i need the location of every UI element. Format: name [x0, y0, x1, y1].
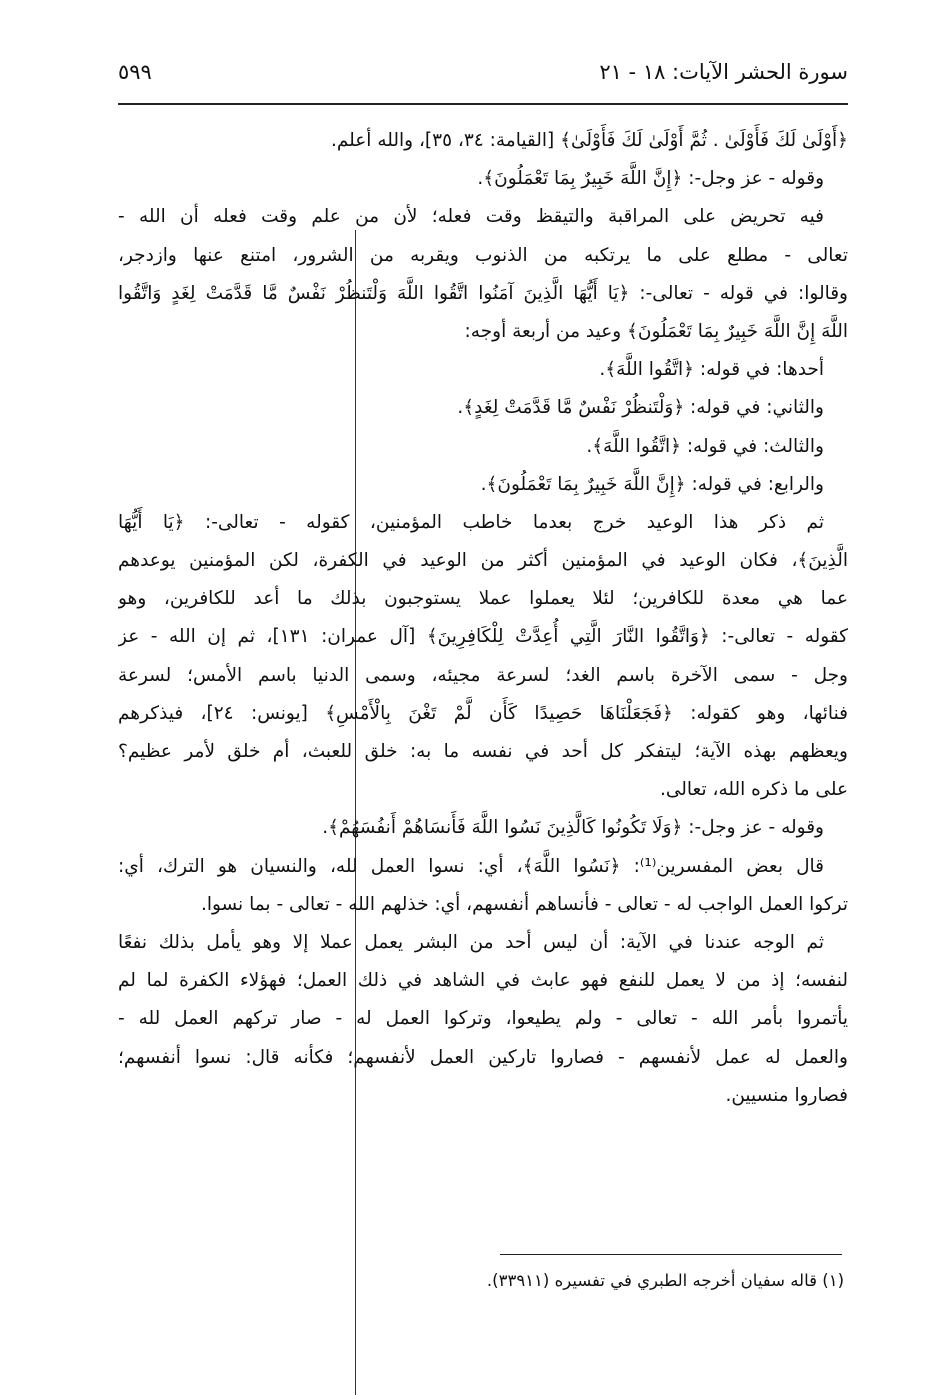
- footnote-text: (١) قاله سفيان أخرجه الطبري في تفسيره (٣٣٩١١).: [486, 1271, 844, 1290]
- text-line: والرابع: في قوله: ﴿إِنَّ اللَّهَ خَبِيرٌ بِمَا تَعْمَلُونَ﴾.: [480, 473, 824, 495]
- text-line: فيه تحريض على المراقبة والتيقظ وقت فعله؛ لأن من علم وقت فعله أن الله -: [118, 206, 824, 228]
- text-line: عما هي معدة للكافرين؛ لئلا يعملوا عملا يستوجبون بذلك ما أعد للكافرين، وهو: [118, 588, 848, 610]
- running-title: سورة الحشر الآيات: ١٨ - ٢١: [599, 60, 848, 84]
- text-line: فنائها، وهو كقوله: ﴿فَجَعَلْنَاهَا حَصِيدًا كَأَن لَّمْ تَغْنَ بِالْأَمْسِ﴾ [يونس: ٢٤]، فيذكرهم: [118, 702, 848, 724]
- text-line: والثالث: في قوله: ﴿اتَّقُوا اللَّهَ﴾.: [586, 435, 824, 457]
- text-line: يأتمروا بأمر الله - تعالى - ولم يطيعوا، وتركوا العمل له - صار تركهم العمل لله -: [118, 1008, 848, 1030]
- text-line: وقوله - عز وجل-: ﴿إِنَّ اللَّهَ خَبِيرٌ بِمَا تَعْمَلُونَ﴾.: [477, 168, 824, 190]
- text-line: الَّذِينَ﴾، فكان الوعيد في المؤمنين أكثر من الوعيد في الكفرة، لكن المؤمنين يوعدهم: [118, 550, 848, 572]
- header-rule: [118, 103, 848, 105]
- text-line: ﴿أَوْلَىٰ لَكَ فَأَوْلَىٰ . ثُمَّ أَوْلَىٰ لَكَ فَأَوْلَىٰ﴾ [القيامة: ٣٤، ٣٥]، والله أعلم.: [330, 130, 848, 151]
- text-line: تركوا العمل الواجب له - تعالى - فأنساهم أنفسهم، أي: خذلهم الله - تعالى - بما نسوا.: [200, 893, 848, 915]
- footnote: [118, 1266, 844, 1296]
- text-line: وقالوا: في قوله - تعالى-: ﴿يَا أَيُّهَا الَّذِينَ آمَنُوا اتَّقُوا اللَّهَ وَلْتَنظُرْ نَفْسٌ مَّا قَدَّمَتْ لِغَدٍ وَاتَّقُوا: [118, 282, 848, 304]
- text-line: ويعظهم بهذه الآية؛ ليتفكر كل أحد في نفسه ما به: خلق للعبث، أم خلق لأمر عظيم؟: [118, 741, 848, 762]
- text-line: على ما ذكره الله، تعالى.: [659, 779, 848, 801]
- footnote-rule: [500, 1254, 842, 1255]
- text-line: اللَّهَ إِنَّ اللَّهَ خَبِيرٌ بِمَا تَعْمَلُونَ﴾ وعيد من أربعة أوجه:: [464, 320, 848, 342]
- body-text: [118, 122, 848, 1115]
- text-line: أحدها: في قوله: ﴿اتَّقُوا اللَّهَ﴾.: [599, 359, 824, 381]
- text-line: فصاروا منسيين.: [725, 1084, 848, 1106]
- text-line: ثم ذكر هذا الوعيد خرج بعدما خاطب المؤمنين، كقوله - تعالى-: ﴿يَا أَيُّهَا: [118, 511, 824, 533]
- page-number: ٥٩٩: [118, 60, 152, 84]
- text-line: ثم الوجه عندنا في الآية: أن ليس أحد من البشر يعمل عملا إلا وهو يأمل بذلك نفعًا: [118, 931, 824, 953]
- text-line: والعمل له عمل لأنفسهم - فصاروا تاركين العمل لأنفسهم؛ فكأنه قال: نسوا أنفسهم؛: [118, 1046, 848, 1068]
- text-line: وقوله - عز وجل-: ﴿وَلَا تَكُونُوا كَالَّذِينَ نَسُوا اللَّهَ فَأَنسَاهُمْ أَنفُسَهُمْ﴾.: [322, 817, 824, 839]
- text-line: وجل - سمى الآخرة باسم الغد؛ لسرعة مجيئه، وسمى الدنيا باسم الأمس؛ لسرعة: [118, 664, 848, 686]
- text-line: كقوله - تعالى-: ﴿وَاتَّقُوا النَّارَ الَّتِي أُعِدَّتْ لِلْكَافِرِينَ﴾ [آل عمران: ١٣١]، ثم إن الله - عز: [118, 626, 848, 648]
- text-line: قال بعض المفسرين⁽¹⁾: ﴿نَسُوا اللَّهَ﴾، أي: نسوا العمل لله، والنسيان هو الترك، أي:: [118, 855, 825, 877]
- text-line: تعالى - مطلع على ما يرتكبه من الذنوب ويقربه من الشرور، امتنع عنها وازدجر،: [118, 244, 848, 266]
- page-header: [118, 60, 848, 100]
- text-line: لنفسه؛ إذ من لا يعمل للنفع فهو عابث في الشاهد في ذلك العمل؛ فهؤلاء الكفرة لما لم: [118, 970, 848, 992]
- text-line: والثاني: في قوله: ﴿وَلْتَنظُرْ نَفْسٌ مَّا قَدَّمَتْ لِغَدٍ﴾.: [457, 397, 824, 419]
